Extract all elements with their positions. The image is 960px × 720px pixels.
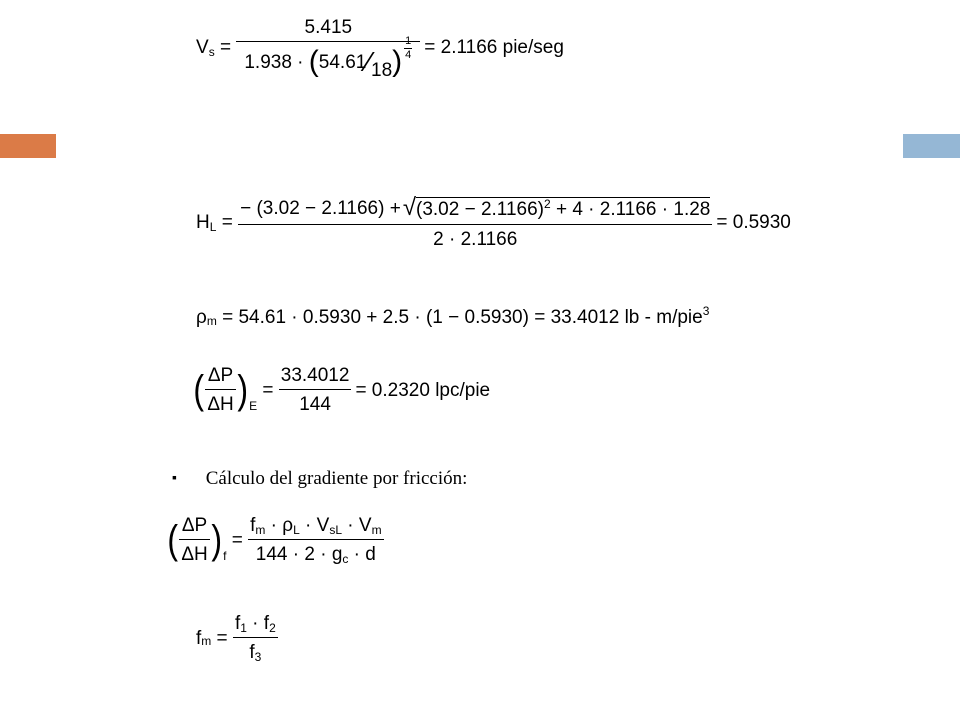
dpdh-e-ratio: $\frac{\Delta P}{\Delta H}$ — [207, 365, 234, 415]
dpdh-f-ratio: $\frac{\Delta P}{\Delta H}$ — [181, 515, 208, 565]
right-accent-bar — [903, 134, 960, 158]
equation-dpdh-f: ( $\frac{\Delta P}{\Delta H}$ ) $_f$ = $\frac{f_m \cdot \rho_L \cdot V_{sL} \cdot V_m}{144 \cdot 2 \cdot g_c \cdot d}$ — [167, 515, 382, 566]
hl-lhs: $H_L$ = — [196, 212, 239, 234]
hl-denominator: 2 · 2.1166 — [433, 229, 518, 250]
left-accent-bar — [0, 134, 56, 158]
section-heading: ▪ Cálculo del gradiente por fricción: — [172, 468, 468, 489]
bullet-icon: ▪ — [172, 471, 177, 486]
dpdh-f-denominator: $144 \cdot 2 \cdot g_c \cdot d$ — [255, 544, 376, 566]
equation-dpdh-e: ( $\frac{\Delta P}{\Delta H}$ ) $_E$ = $\frac{33.4012}{144}$ = 0.2320 lpc/pie — [193, 365, 491, 415]
dpdh-e-fraction: $\frac{33.4012}{144}$ — [280, 365, 350, 415]
vs-denominator: 1.938 · ( 54.61 ⁄ 18 ) $\frac{1}{4}$ — [244, 34, 412, 81]
vs-numerator: 5.415 — [304, 17, 353, 38]
hl-fraction — [238, 196, 712, 249]
equation-hl — [196, 196, 791, 249]
dpdh-f-numerator: $f_m \cdot \rho_L \cdot V_{sL} \cdot V_m$ — [250, 515, 382, 537]
equation-rho-m: ρ $_m$ = 54.61 · 0.5930 + 2.5 · (1 − 0.5930) = 33.4012 lb - m/pie $^3$ — [196, 303, 710, 328]
vs-lhs: $V_s$ = — [196, 37, 237, 59]
vs-exponent: $\frac{1}{4}$ — [405, 34, 412, 61]
vs-result: = 2.1166 pie/seg — [424, 37, 564, 58]
dpdh-e-result: = 0.2320 lpc/pie — [355, 379, 491, 401]
fm-fraction: $\frac{f_1 \cdot f_2}{f_3}$ — [234, 613, 276, 664]
rho-m-body: = 54.61 · 0.5930 + 2.5 · (1 − 0.5930) = 33.4012 lb - m/pie — [222, 307, 703, 328]
hl-numerator: − (3.02 − 2.1166) + √ $(3.02 - 2.1166)^2 + 4 \cdot 2.1166 \cdot 1.28$ — [240, 194, 711, 221]
hl-result: = 0.5930 — [716, 212, 791, 233]
equation-vs — [196, 17, 564, 81]
vs-fraction — [236, 17, 420, 81]
equation-fm: f $_m$ = $\frac{f_1 \cdot f_2}{f_3}$ — [196, 613, 276, 664]
dpdh-f-fraction — [248, 516, 383, 564]
